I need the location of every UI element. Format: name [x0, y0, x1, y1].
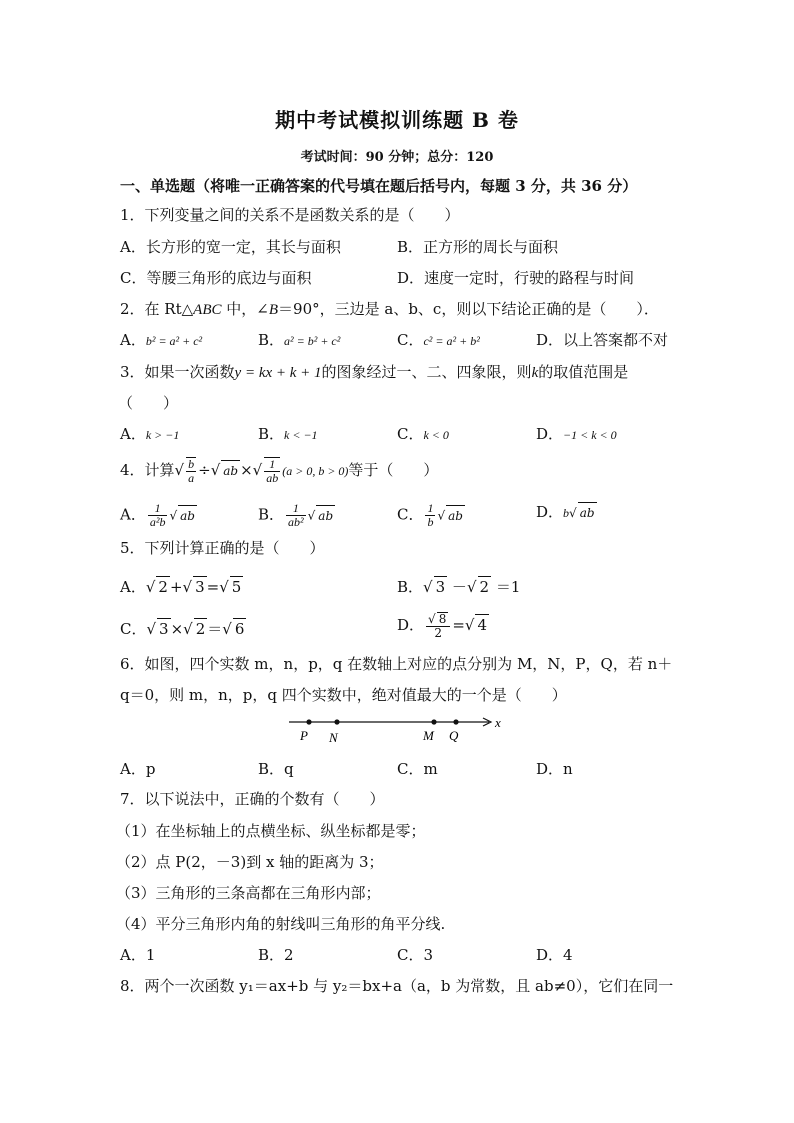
q4-b-den: ab²	[288, 515, 304, 529]
question-7-stem: 7．以下说法中，正确的个数有（ ）	[120, 790, 385, 808]
question-2-option-c	[397, 330, 480, 351]
q3-b-label: B．	[258, 425, 285, 443]
q4-frac2-num: 1	[264, 458, 280, 472]
page-title: 期中考试模拟训练题 B 卷	[275, 108, 519, 132]
question-1-option-a: A．长方形的宽一定，其长与面积	[120, 238, 341, 256]
q2-stem-mid: 中，∠	[221, 300, 269, 318]
question-5-option-a	[120, 576, 243, 597]
question-3-option-a	[120, 424, 179, 445]
q4-c-den: b	[427, 515, 434, 529]
q2-c-formula: c² = a² + b²	[423, 334, 480, 348]
question-1-stem: 1．下列变量之间的关系不是函数关系的是（ ）	[120, 206, 460, 224]
q4-frac1	[186, 457, 196, 485]
q3-b-formula: k < −1	[284, 428, 318, 442]
q5-d-num: 8	[438, 612, 447, 626]
radical-sign: √	[169, 508, 178, 523]
q5-a-plus: +	[169, 578, 183, 596]
question-7-option-c: C．3	[397, 946, 434, 964]
q5-b-label: B．	[397, 578, 424, 596]
radical-sign: √	[464, 616, 475, 634]
question-7-statement-1: （1）在坐标轴上的点横坐标、纵坐标都是零；	[116, 822, 426, 840]
radical-sign: √	[466, 578, 477, 596]
q4-b-frac	[286, 502, 306, 529]
q3-d-label: D．	[536, 425, 564, 443]
q4-d-coef: b	[563, 506, 570, 520]
q3-c-label: C．	[397, 425, 424, 443]
question-1-option-d: D．速度一定时，行驶的路程与时间	[397, 269, 635, 287]
question-2-option-b	[258, 330, 340, 351]
question-6-option-a: A．p	[120, 760, 156, 778]
point-n	[334, 719, 339, 724]
q4-b-num: 1	[286, 502, 306, 516]
q4-a-num: 1	[148, 502, 168, 516]
q5-d-r: 4	[477, 616, 488, 634]
q5-c-times: ×	[170, 620, 184, 638]
question-3-paren: （ ）	[118, 394, 179, 412]
number-line-figure	[285, 710, 515, 746]
radical-sign: √	[423, 578, 433, 596]
question-3-option-b	[258, 424, 318, 445]
q2-stem-abc: ABC	[193, 302, 222, 318]
q4-condition: (a > 0, b > 0)	[282, 464, 349, 478]
question-3-option-d	[536, 424, 617, 445]
q4-d-sqrt: ab	[578, 502, 597, 523]
question-4-option-b	[258, 502, 335, 529]
q4-c-num: 1	[427, 501, 434, 515]
question-5-stem: 5．下列计算正确的是（ ）	[120, 539, 325, 557]
point-q	[453, 719, 458, 724]
q4-times: ×	[240, 461, 253, 479]
question-3-option-c	[397, 424, 449, 445]
question-7-option-b: B．2	[258, 946, 294, 964]
radical-sign: √	[569, 506, 577, 520]
q4-c-label: C．	[397, 505, 424, 524]
q3-a-label: A．	[120, 425, 146, 443]
q5-b-r1: 3	[435, 578, 446, 596]
q4-frac2-den: ab	[266, 471, 279, 485]
q3-stem-k: k	[531, 365, 539, 381]
q4-a-label: A．	[120, 505, 146, 524]
q5-c-label: C．	[120, 620, 147, 638]
q2-stem-b: B	[268, 302, 279, 318]
q5-d-frac	[426, 612, 450, 640]
q4-frac2	[264, 457, 280, 485]
q5-c-r2: 2	[195, 620, 206, 638]
q4-c-sqrt: ab	[446, 505, 465, 526]
question-6-line-1: 6．如图，四个实数 m，n，p，q 在数轴上对应的点分别为 M，N，P，Q，若 n＋	[120, 655, 673, 673]
question-7-option-a: A．1	[120, 946, 156, 964]
question-2-option-a	[120, 330, 202, 351]
q4-a-frac	[148, 502, 168, 529]
radical-sign: √	[174, 461, 185, 479]
question-4-option-d	[536, 502, 597, 523]
question-5-option-d	[397, 612, 489, 640]
q5-b-r2: 2	[479, 578, 490, 596]
label-p: P	[300, 728, 308, 743]
point-m	[431, 719, 436, 724]
q5-c-eq: ＝	[207, 620, 223, 638]
radical-sign: √	[145, 578, 156, 596]
q5-c-r3: 6	[234, 620, 245, 638]
q5-b-eq: ＝1	[495, 578, 521, 596]
question-5-option-c	[120, 618, 246, 639]
q2-a-formula: b² = a² + c²	[145, 334, 203, 348]
radical-sign: √	[252, 461, 263, 479]
question-7-statement-2: （2）点 P(2，－3)到 x 轴的距离为 3；	[116, 853, 384, 871]
q5-a-r1: 2	[158, 578, 168, 596]
question-8-stem: 8．两个一次函数 y₁＝ax+b 与 y₂＝bx+a（a，b 为常数，且 ab≠0），它们在同一	[120, 977, 674, 995]
question-2-stem	[120, 299, 659, 320]
radical-sign: √	[146, 620, 157, 638]
q4-frac1-num: b	[188, 457, 195, 471]
radical-sign: √	[182, 578, 193, 596]
q5-a-r2: 3	[195, 578, 205, 596]
question-3-stem	[120, 362, 628, 383]
q5-c-r1: 3	[159, 620, 169, 638]
q5-a-label: A．	[120, 578, 146, 596]
q3-stem-post: 的取值范围是	[538, 363, 629, 381]
radical-sign: √	[222, 620, 232, 638]
radical-sign: √	[219, 578, 229, 596]
label-n: N	[329, 730, 338, 745]
q5-d-label: D．	[397, 616, 425, 634]
question-4-stem	[120, 457, 438, 485]
question-6-option-d: D．n	[536, 760, 573, 778]
q4-d-label: D．	[536, 503, 564, 521]
q3-stem-mid: 的图象经过一、二、四象限，则	[321, 363, 532, 381]
question-2-option-d: D．以上答案都不对	[536, 331, 669, 349]
q2-c-label: C．	[397, 331, 424, 349]
q3-a-formula: k > −1	[145, 428, 180, 442]
question-7-statement-4: （4）平分三角形内角的射线叫三角形的角平分线.	[116, 915, 446, 933]
label-m: M	[423, 728, 434, 743]
q4-a-den: a²b	[149, 515, 166, 529]
q4-frac1-den: a	[188, 471, 195, 485]
q4-b-label: B．	[258, 505, 285, 524]
q5-a-eq: =	[206, 578, 220, 596]
q3-stem-pre: 3．如果一次函数	[120, 363, 235, 381]
question-6-line-2: q＝0，则 m，n，p，q 四个实数中，绝对值最大的一个是（ ）	[120, 686, 567, 704]
question-4-option-c	[397, 502, 465, 529]
q4-div: ÷	[198, 461, 211, 479]
q4-c-frac	[425, 502, 435, 529]
q2-stem-pre: 2．在 Rt△	[120, 300, 194, 318]
question-4-option-a	[120, 502, 197, 529]
radical-sign: √	[183, 620, 193, 638]
axis-label: x	[495, 715, 501, 730]
question-1-option-c: C．等腰三角形的底边与面积	[120, 269, 312, 287]
q2-stem-post: ＝90°，三边是 a、b、c，则以下结论正确的是（ ）．	[278, 300, 659, 318]
q5-b-minus: －	[451, 578, 467, 596]
radical-sign: √	[307, 508, 316, 523]
q5-d-eq: =	[452, 616, 465, 634]
question-6-option-c: C．m	[397, 760, 438, 778]
question-6-option-b: B．q	[258, 760, 294, 778]
radical-sign: √	[210, 461, 221, 479]
radical-sign: √	[437, 508, 446, 523]
question-7-option-d: D．4	[536, 946, 573, 964]
q4-stem-post: 等于（ ）	[348, 461, 439, 479]
question-7-statement-3: （3）三角形的三条高都在三角形内部；	[116, 884, 381, 902]
question-5-option-b	[397, 576, 520, 597]
q2-b-formula: a² = b² + c²	[284, 334, 341, 348]
q4-sqrt-ab: ab	[221, 460, 240, 481]
q3-d-formula: −1 < k < 0	[563, 428, 617, 442]
q2-b-label: B．	[258, 331, 285, 349]
q3-function: y = kx + k + 1	[234, 365, 322, 381]
q2-a-label: A．	[120, 331, 146, 349]
q4-stem-pre: 4．计算	[120, 461, 175, 479]
q4-b-sqrt: ab	[316, 505, 335, 526]
section-heading: 一、单选题（将唯一正确答案的代号填在题后括号内，每题 3 分，共 36 分）	[120, 177, 638, 195]
label-q: Q	[449, 728, 459, 743]
q5-a-r3: 5	[231, 578, 242, 596]
q5-d-den: 2	[434, 626, 442, 640]
q4-a-sqrt: ab	[178, 505, 197, 526]
q3-c-formula: k < 0	[423, 428, 449, 442]
question-1-option-b: B．正方形的周长与面积	[397, 238, 559, 256]
radical-sign: √	[428, 612, 436, 626]
exam-info: 考试时间：90 分钟；总分：120	[300, 150, 494, 165]
point-p	[306, 719, 311, 724]
